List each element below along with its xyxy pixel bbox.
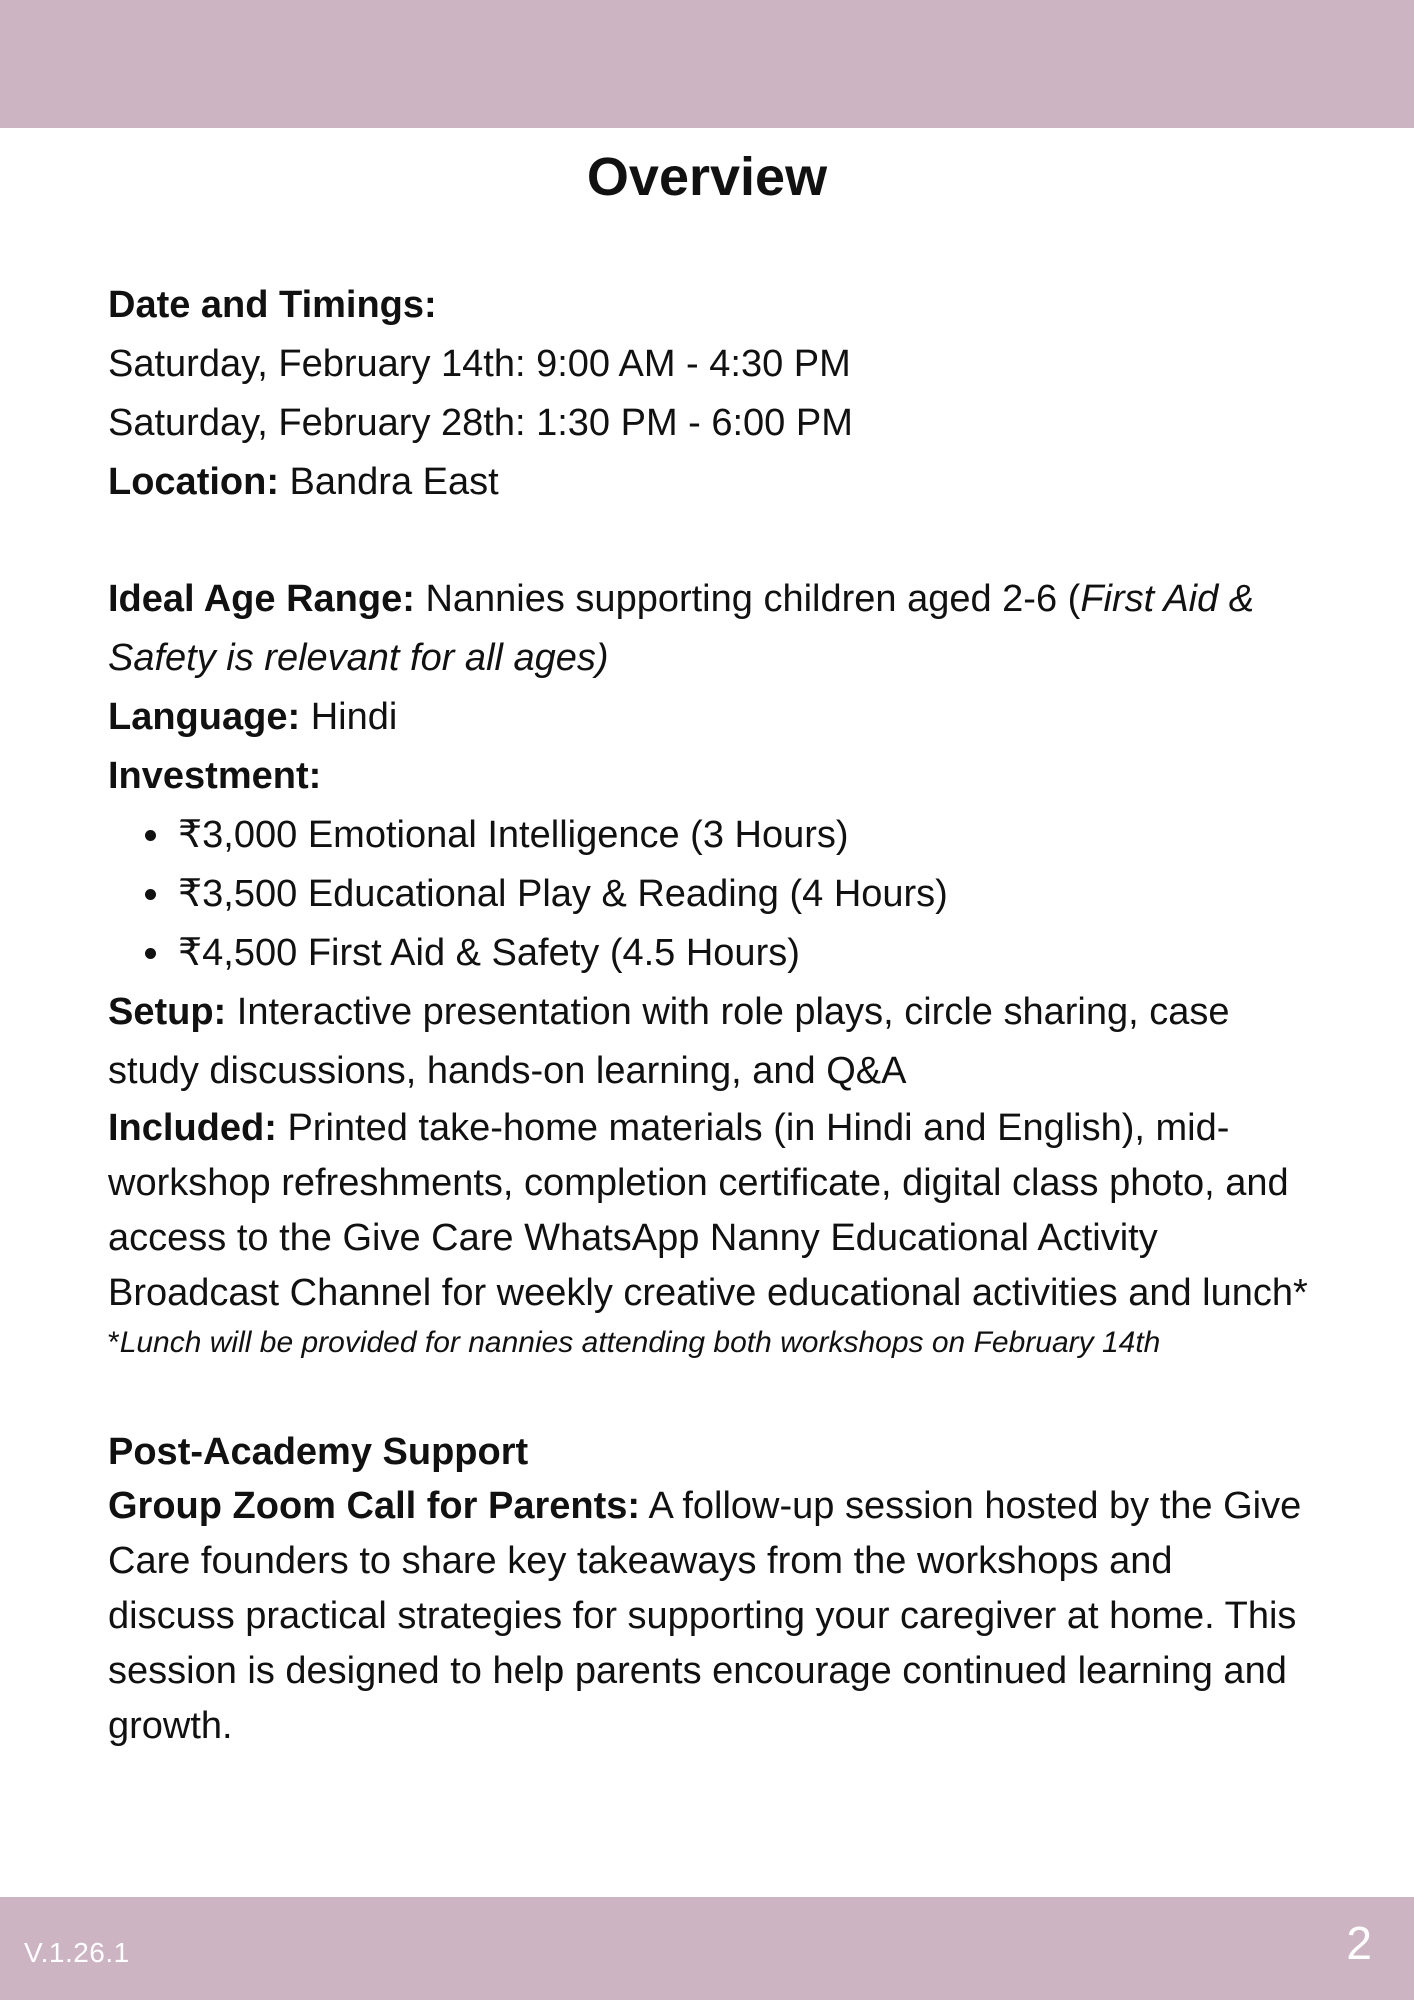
- spacer: [108, 1365, 1308, 1425]
- page-title: Overview: [586, 147, 828, 207]
- date-line-2: Saturday, February 28th: 1:30 PM - 6:00 PM: [108, 402, 853, 444]
- investment-label: Investment:: [108, 755, 322, 797]
- age-range-value: Nannies supporting children aged 2-6 (: [425, 578, 1081, 620]
- footer-band: [0, 1897, 1414, 2000]
- included-label: Included:: [108, 1107, 277, 1149]
- lunch-footnote: [108, 1321, 1308, 1365]
- age-range-label: Ideal Age Range:: [108, 578, 415, 620]
- age-range-row: [108, 570, 1308, 688]
- date-timings-label: Date and Timings:: [108, 284, 437, 326]
- location-row: [108, 453, 1308, 512]
- included-row: [108, 1101, 1308, 1321]
- age-range-note: First Aid & Safety is relevant for all ages): [108, 578, 1255, 679]
- zoom-call-label: Group Zoom Call for Parents:: [108, 1485, 641, 1527]
- language-row: [108, 688, 1308, 747]
- page-number: 2: [1346, 1917, 1372, 1969]
- zoom-call-row: [108, 1479, 1308, 1754]
- setup-row: [108, 983, 1308, 1101]
- footnote-mark: *: [108, 1326, 120, 1359]
- zoom-call-text: A follow-up session hosted by the Give Care founders to share key takeaways from the workshops and discuss practical strategies for supporting your caregiver at home. This session is designed to help parents encourage continued learning and growth.: [108, 1485, 1302, 1747]
- spacer: [108, 512, 1308, 570]
- header-band: [0, 0, 1414, 128]
- language-label: Language:: [108, 696, 301, 738]
- setup-label: Setup:: [108, 991, 227, 1033]
- investment-list: [108, 806, 1308, 983]
- investment-item: • ₹4,500 First Aid & Safety (4.5 Hours): [174, 924, 1308, 983]
- post-academy-heading: Post-Academy Support: [108, 1431, 529, 1473]
- included-value: Printed take-home materials (in Hindi and English), mid-workshop refreshments, completion certificate, digital class photo, and access to the Give Care WhatsApp Nanny Educational Activity Broadcast Channel for weekly creative educational activities and lunch*: [108, 1107, 1308, 1314]
- investment-item: • ₹3,500 Educational Play & Reading (4 Hours): [174, 865, 1308, 924]
- footnote-text: Lunch will be provided for nannies attending both workshops on February 14th: [119, 1326, 1161, 1359]
- investment-item: • ₹3,000 Emotional Intelligence (3 Hours): [174, 806, 1308, 865]
- setup-value: Interactive presentation with role plays, circle sharing, case study discussions, hands-on learning, and Q&A: [108, 991, 1230, 1092]
- location-label: Location:: [108, 461, 279, 503]
- overview-content: [108, 276, 1308, 1754]
- version-label: V.1.26.1: [24, 1937, 130, 1968]
- location-value: Bandra East: [289, 461, 499, 503]
- date-line-1: Saturday, February 14th: 9:00 AM - 4:30 PM: [108, 343, 851, 385]
- language-value: Hindi: [310, 696, 398, 738]
